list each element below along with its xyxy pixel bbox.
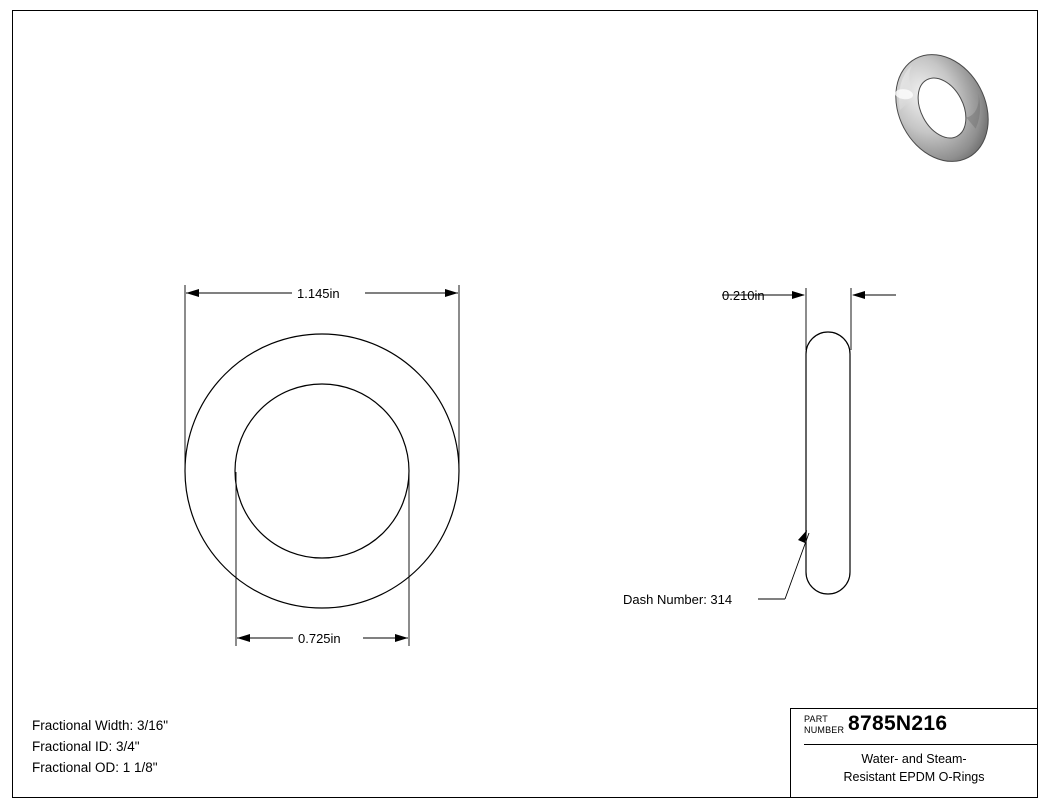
product-description-line1: Water- and Steam-	[861, 752, 967, 766]
title-block-divider	[804, 744, 1038, 745]
oring-3d-render	[893, 38, 991, 178]
dash-number-callout-text: Dash Number: 314	[623, 592, 733, 607]
spec-item-fractional-od: Fractional OD: 1 1/8"	[32, 760, 158, 775]
spec-item-fractional-id: Fractional ID: 3/4"	[32, 739, 140, 754]
sheet-border	[12, 10, 1038, 798]
id-dimension-text: 0.725in	[298, 631, 341, 646]
title-block-top-rule	[790, 708, 1038, 709]
part-number-label-line1: PART	[804, 714, 828, 724]
part-number-value: 8785N216	[848, 712, 948, 735]
part-number-label	[804, 714, 844, 736]
product-description	[790, 750, 1038, 786]
spec-item-fractional-width: Fractional Width: 3/16"	[32, 718, 169, 733]
side-width-dimension-text: 0.210in	[722, 288, 765, 303]
od-dimension-text: 1.145in	[297, 286, 340, 301]
product-description-line2: Resistant EPDM O-Rings	[843, 770, 985, 784]
title-block	[790, 708, 1038, 798]
part-number-label-line2: NUMBER	[804, 725, 845, 735]
spec-list	[32, 715, 168, 778]
